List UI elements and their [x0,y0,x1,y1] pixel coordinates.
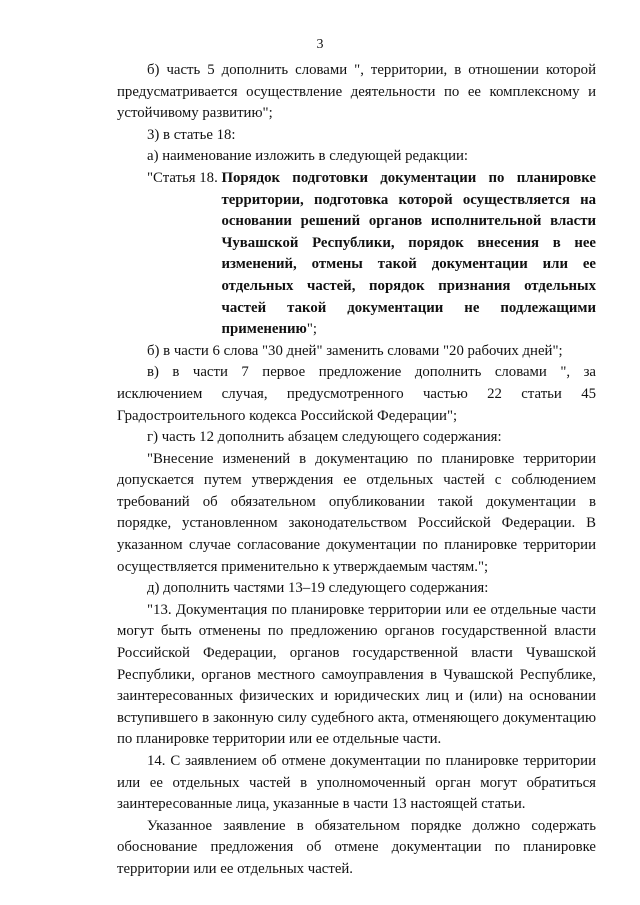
paragraph-d-parts13-19: д) дополнить частями 13–19 следующего содержания: [147,580,489,597]
article-prefix: "Статья 18. [147,169,222,186]
article-heading [117,168,596,341]
paragraph-part14: 14. С заявлением об отмене документации по планировке территории или ее отдельных частей в уполномоченный орган могут обратиться заинтересованные лица, указанные в части 13 настоящей статьи. [117,753,596,813]
page-number: 3 [316,37,324,52]
paragraph-application: Указанное заявление в обязательном порядке должно содержать обоснование предложения об отмене документации по планировке территории или ее отдельных частей. [117,817,596,877]
paragraph-g-part12: г) часть 12 дополнить абзацем следующего содержания: [147,429,502,446]
paragraph-article-18: 3) в статье 18: [147,126,236,143]
article-title: Порядок подготовки документации по планировке территории, подготовка которой осуществляется на основании решений органов исполнительной власти Чувашской Республики, порядок внесения в нее изменений, отмены такой документации или ее отдельных частей, порядок признания отдельных частей такой документации не подлежащими применению [221,169,596,338]
paragraph-amendment-text: "Внесение изменений в документацию по планировке территории допускается путем утверждения ее отдельных частей с соблюдением требований об обязательном опубликовании такой документации в порядке, установленном законодательством Российской Федерации. В указанном случае согласование документации по планировке территории осуществляется применительно к утверждаемым частям."; [117,450,596,575]
paragraph-b-part6: б) в части 6 слова "30 дней" заменить словами "20 рабочих дней"; [147,342,563,359]
document-body [117,60,596,881]
paragraph-b-part5: б) часть 5 дополнить словами ", территории, в отношении которой предусматривается осуществление деятельности по ее комплексному и устойчивому развитию"; [117,62,596,122]
article-suffix: "; [306,321,318,338]
paragraph-v-part7: в) в части 7 первое предложение дополнить словами ", за исключением случая, предусмотренного частью 22 статьи 45 Градостроительного кодекса Российской Федерации"; [117,364,596,424]
paragraph-part13: "13. Документация по планировке территории или ее отдельные части могут быть отменены по предложению органов государственной власти Российской Федерации, органов государственной власти Чувашской Республики, органов местного самоуправления в Чувашской Республике, заинтересованных физических и юридических лиц и (или) на основании вступившего в законную силу судебного акта, отменяющего документацию по планировке территории или ее отдельные части. [117,601,596,748]
article-heading-body [221,168,596,341]
paragraph-a-title: а) наименование изложить в следующей редакции: [147,148,469,165]
